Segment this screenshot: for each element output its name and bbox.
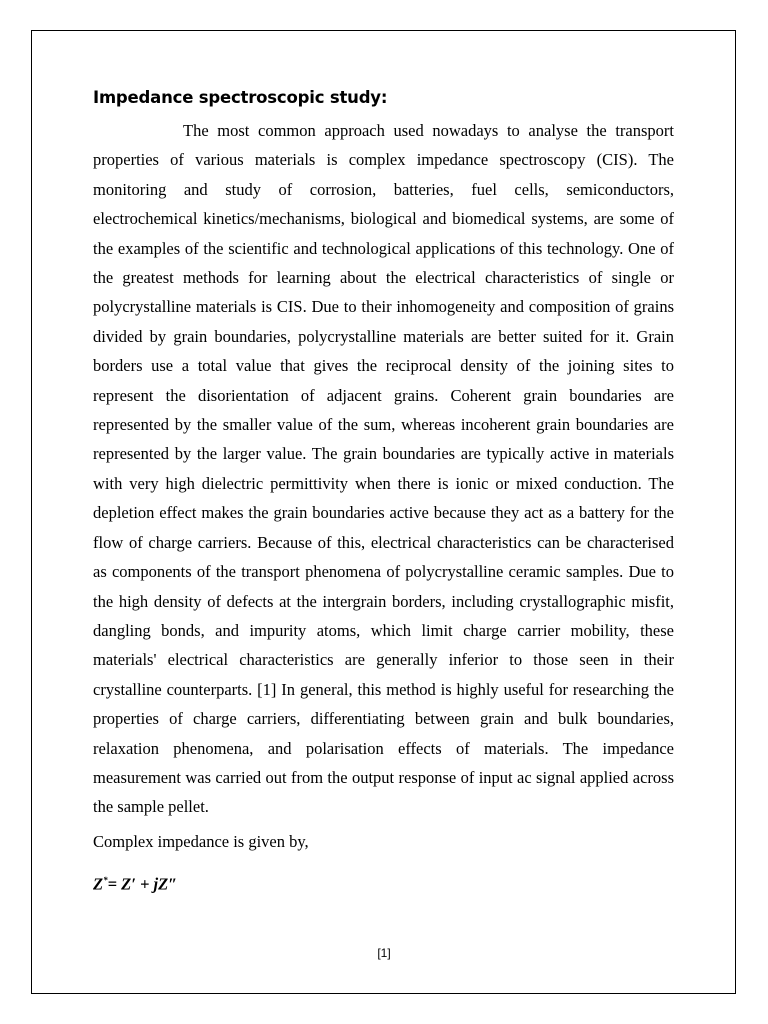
equation-intro: Complex impedance is given by, [93,831,309,851]
equation-lhs: Z [93,874,104,894]
body-paragraph [93,116,674,822]
section-heading: Impedance spectroscopic study: [93,88,388,107]
impedance-equation [93,868,674,897]
equation-rhs: = Z′ + jZ″ [107,874,178,894]
equation-superscript: * [103,874,108,885]
paragraph-text: The most common approach used nowadays to analyse the transport properties of various materials is complex impedance spectroscopy (CIS). The monitoring and study of corrosion, batteries, fuel cells, semiconductors, electrochemical kinetics/mechanisms, biological and biomedical systems, are some of the examples of the scientific and technological applications of this technology. One of the greatest methods for learning about the electrical characteristics of single or polycrystalline materials is CIS. Due to their inhomogeneity and composition of grains divided by grain boundaries, polycrystalline materials are better suited for it. Grain borders use a total value that gives the reciprocal density of the joining sites to represent the disorientation of adjacent grains. Coherent grain boundaries are represented by the smaller value of the sum, whereas incoherent grain boundaries are represented by the larger value. The grain boundaries are typically active in materials with very high dielectric permittivity when there is ionic or mixed conduction. The depletion effect makes the grain boundaries active because they act as a battery for the flow of charge carriers. Because of this, electrical characteristics can be characterised as components of the transport phenomena of polycrystalline ceramic samples. Due to the high density of defects at the intergrain borders, including crystallographic misfit, dangling bonds, and impurity atoms, which limit charge carrier mobility, these materials' electrical characteristics are generally inferior to those seen in their crystalline counterparts. [1] In general, this method is highly useful for researching the properties of charge carriers, differentiating between grain and bulk boundaries, relaxation phenomena, and polarisation effects of materials. The impedance measurement was carried out from the output response of input ac signal applied across the sample pellet. [93,121,674,817]
content-area [93,86,674,896]
page-number: [1] [377,946,391,960]
